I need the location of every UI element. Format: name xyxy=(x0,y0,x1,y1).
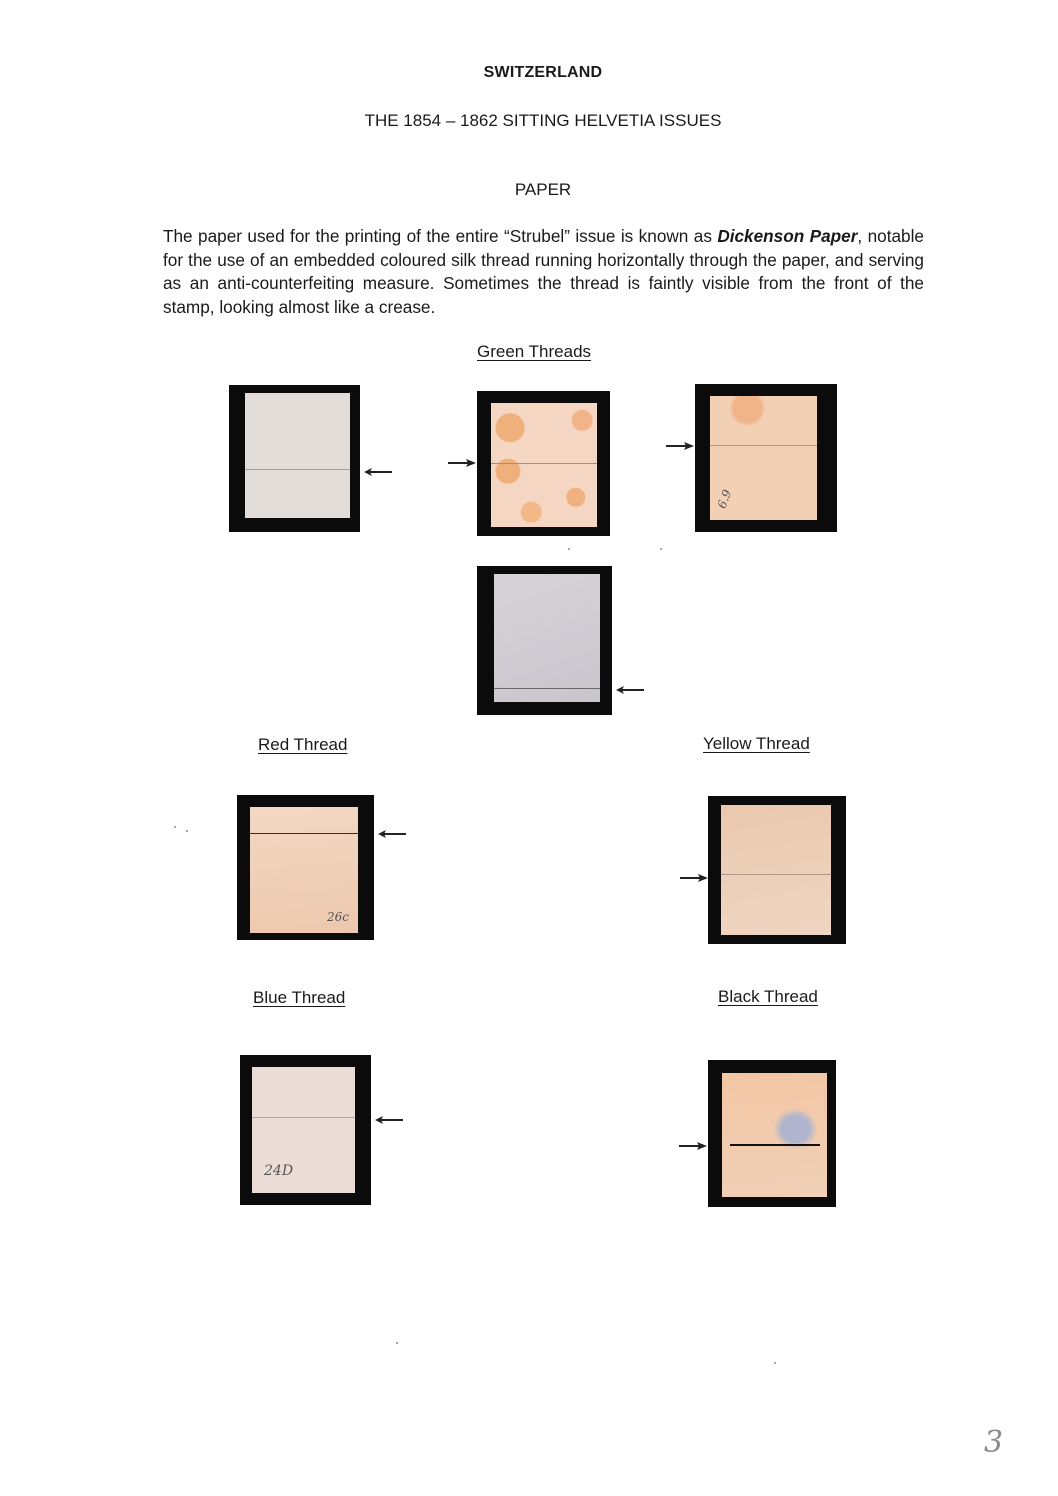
scan-speck xyxy=(660,548,662,550)
silk-thread-line xyxy=(250,833,358,834)
stamp-paper xyxy=(494,574,600,702)
stamp-paper xyxy=(245,393,350,518)
stamp-green-thread-1 xyxy=(229,385,360,532)
caption-black-thread: Black Thread xyxy=(718,987,818,1006)
arrow-right-icon xyxy=(677,1141,709,1151)
arrow-left-icon xyxy=(614,685,646,695)
silk-thread-line xyxy=(494,688,600,689)
arrow-right-icon xyxy=(664,441,696,451)
pencil-note: 26c xyxy=(327,910,349,924)
stamp-green-thread-2 xyxy=(477,391,610,536)
silk-thread-line xyxy=(491,463,597,464)
caption-yellow-thread: Yellow Thread xyxy=(703,734,810,753)
stamp-paper xyxy=(722,1073,827,1197)
silk-thread-line xyxy=(730,1144,820,1146)
caption-green-threads: Green Threads xyxy=(477,342,592,361)
stamp-black-thread xyxy=(708,1060,836,1207)
page-country-heading: SWITZERLAND xyxy=(483,64,603,81)
silk-thread-line xyxy=(721,874,831,875)
silk-thread-line xyxy=(245,469,350,470)
silk-thread-line xyxy=(252,1117,355,1118)
arrow-left-icon xyxy=(373,1115,405,1125)
silk-thread-line xyxy=(710,445,817,446)
intro-text-end: , notable for the use of an embedded coloured silk thread running horizontally through the paper, and serving as an anti-counterfeiting measure. Sometimes the thread is faintly visible from the front of the stamp, looking almost like a crease. xyxy=(163,226,924,317)
stamp-green-thread-4 xyxy=(477,566,612,715)
caption-red-thread: Red Thread xyxy=(258,735,348,754)
pencil-note: 6.9 xyxy=(714,487,735,511)
stamp-yellow-thread xyxy=(708,796,846,944)
scan-speck xyxy=(396,1342,398,1344)
arrow-left-icon xyxy=(376,829,408,839)
scan-speck xyxy=(774,1362,776,1364)
arrow-right-icon xyxy=(446,458,478,468)
page-issue-title: THE 1854 – 1862 SITTING HELVETIA ISSUES xyxy=(364,111,722,130)
stamp-red-thread xyxy=(237,795,374,940)
caption-blue-thread: Blue Thread xyxy=(253,988,346,1007)
page-number: 3 xyxy=(984,1425,1004,1460)
stamp-blue-thread xyxy=(240,1055,371,1205)
stamp-paper xyxy=(721,805,831,935)
scan-speck xyxy=(174,826,176,828)
scan-speck xyxy=(568,548,570,550)
stamp-green-thread-3 xyxy=(695,384,837,532)
section-title: PAPER xyxy=(514,180,572,199)
intro-text-start: The paper used for the printing of the entire “Strubel” issue is known as xyxy=(163,226,718,246)
intro-emphasis: Dickenson Paper xyxy=(717,226,858,246)
stamp-paper xyxy=(491,403,597,527)
scan-speck xyxy=(186,830,188,832)
intro-paragraph xyxy=(163,225,924,319)
arrow-left-icon xyxy=(362,467,394,477)
arrow-right-icon xyxy=(678,873,710,883)
pencil-note: 24D xyxy=(264,1163,294,1179)
